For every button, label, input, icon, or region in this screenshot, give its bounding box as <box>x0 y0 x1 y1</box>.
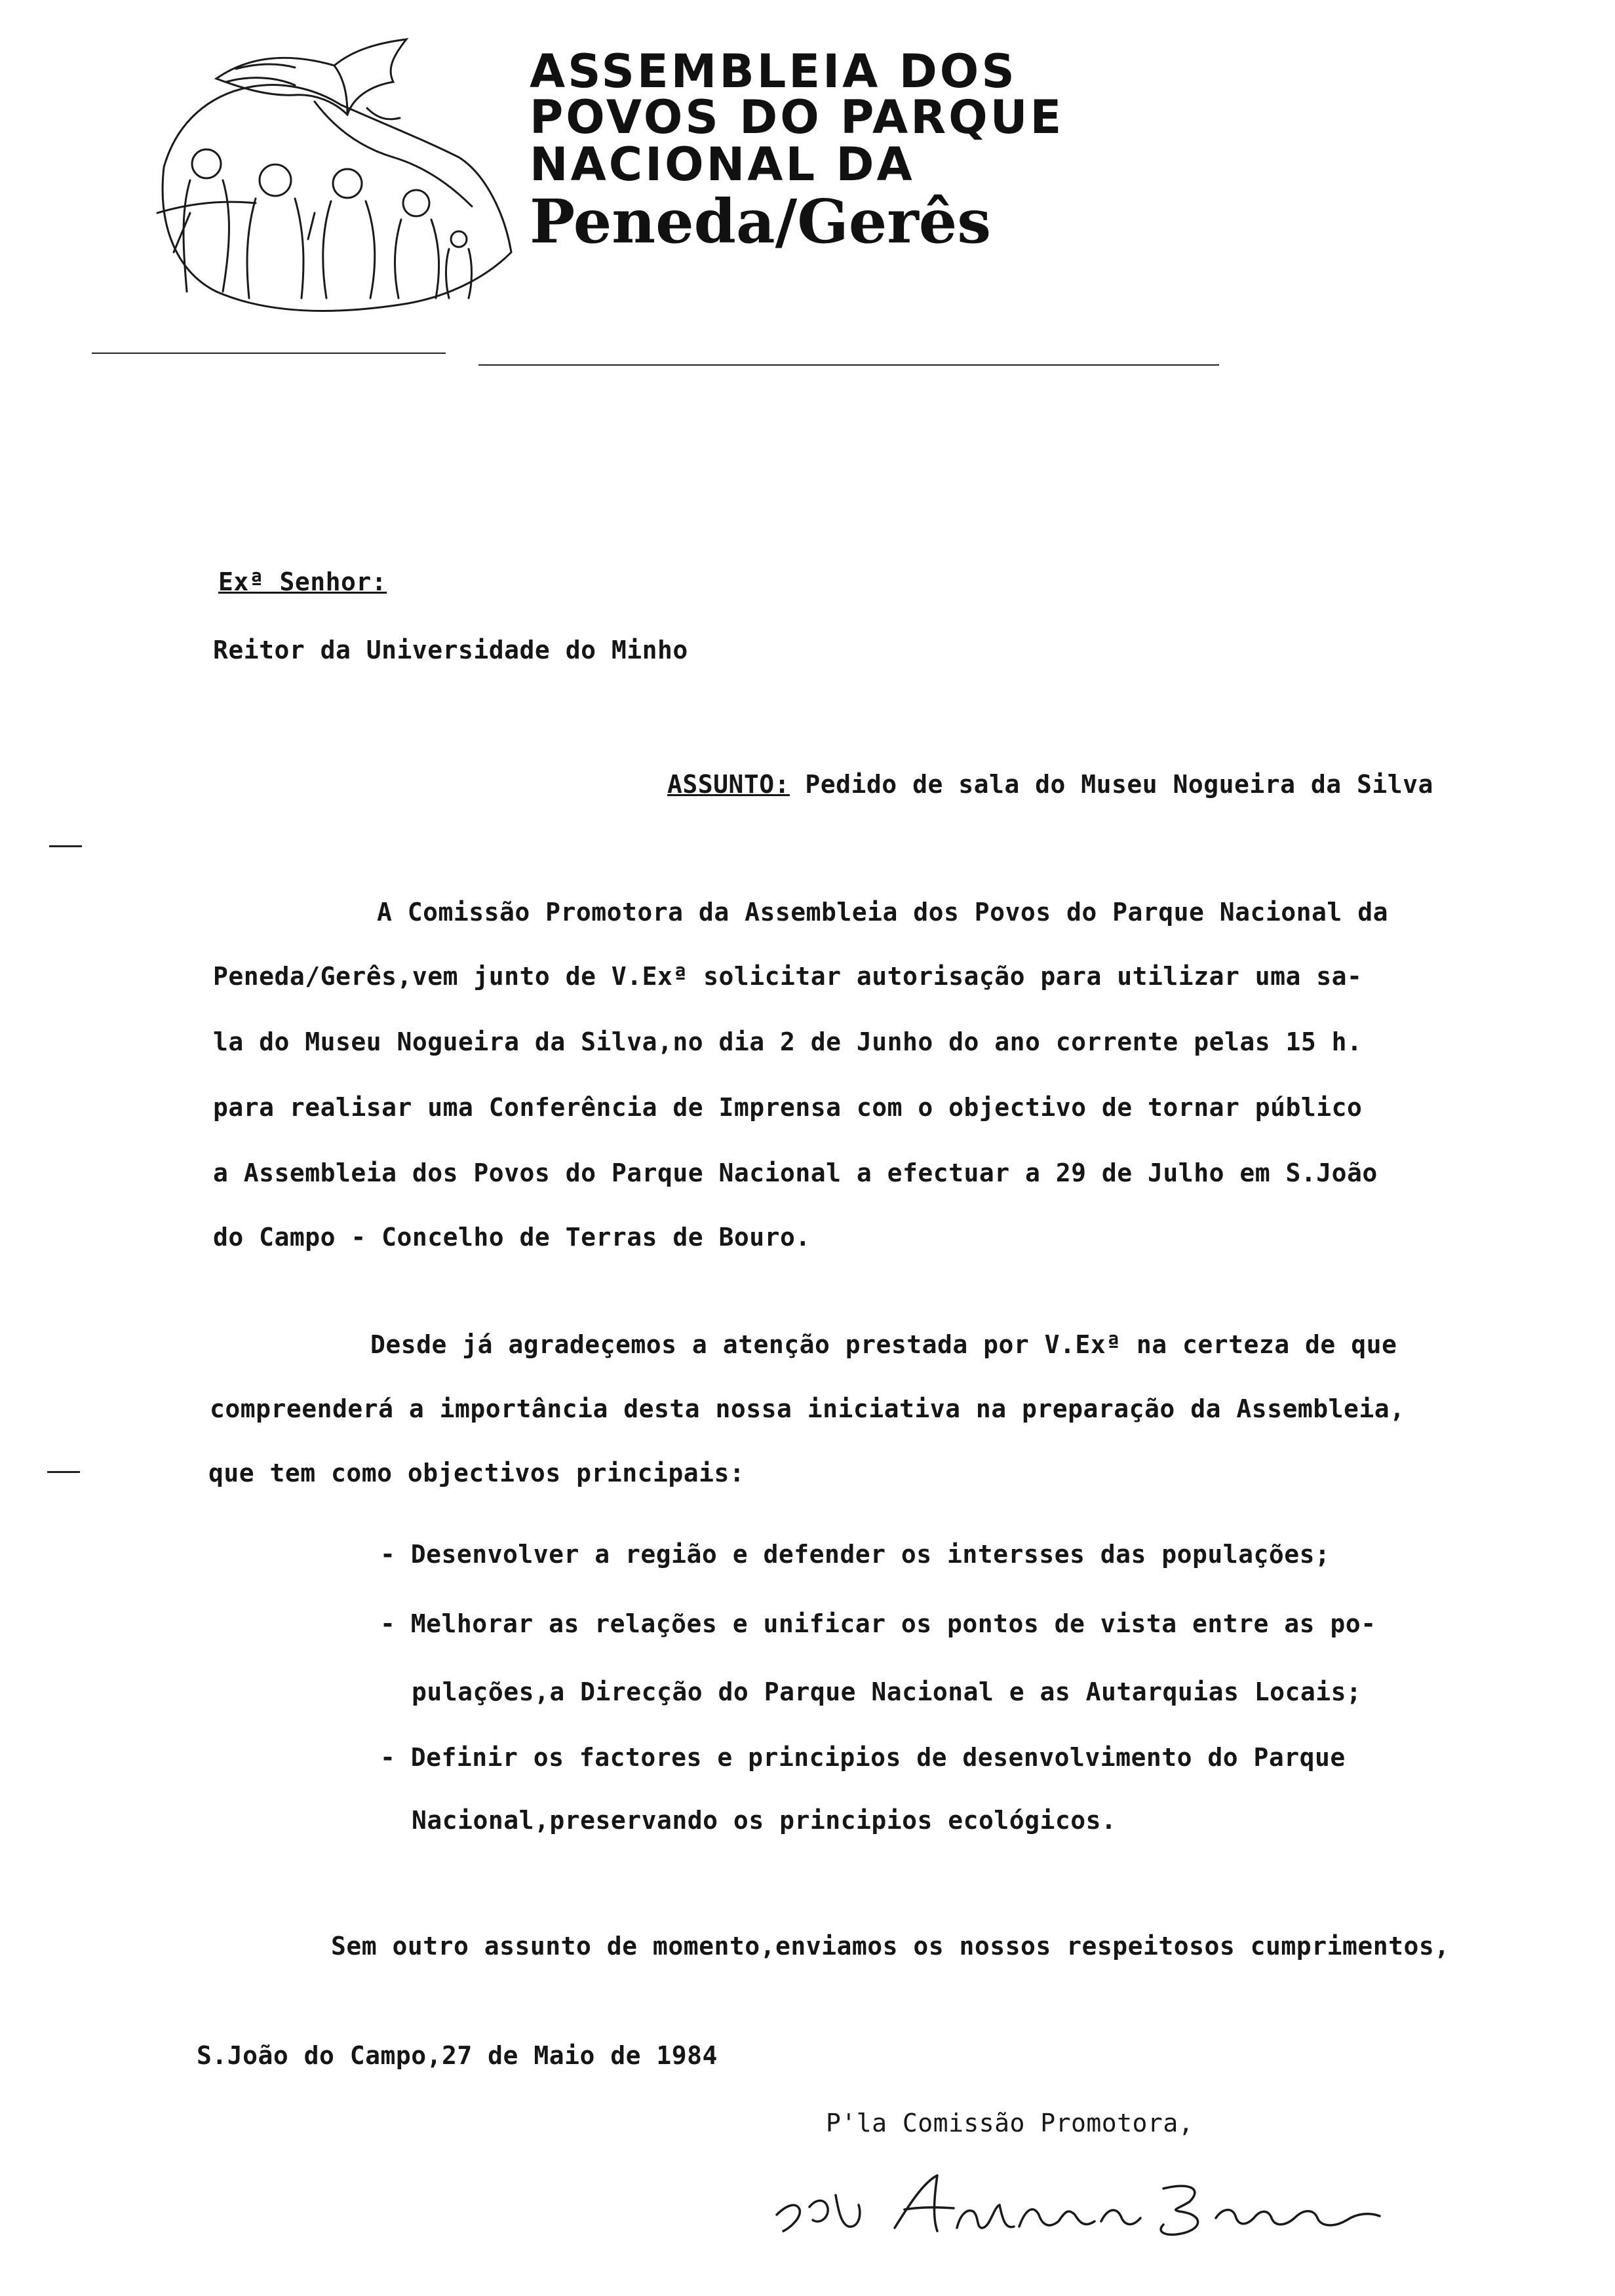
paragraph-2-line: compreenderá a importância desta nossa iniciativa na preparação da Assembleia, <box>210 1394 1405 1423</box>
closing-line: Sem outro assunto de momento,enviamos os nossos respeitosos cumprimentos, <box>331 1932 1450 1961</box>
dove-drawing <box>216 39 406 115</box>
recipient: Reitor da Universidade do Minho <box>213 636 688 664</box>
letterhead-line-4: Peneda/Gerês <box>530 186 992 257</box>
letterhead-line-2: POVOS DO PARQUE <box>530 90 1064 144</box>
paragraph-1-line: a Assembleia dos Povos do Parque Nacional a efectuar a 29 de Julho em S.João <box>213 1158 1378 1187</box>
place-date: S.João do Campo,27 de Maio de 1984 <box>197 2041 718 2070</box>
objective-item-continuation: Nacional,preservando os principios ecológicos. <box>412 1806 1117 1835</box>
handwritten-signature <box>770 2169 1386 2241</box>
letterhead-line-3: NACIONAL DA <box>530 138 915 191</box>
objective-item-continuation: pulações,a Direcção do Parque Nacional e as Autarquias Locais; <box>412 1677 1362 1706</box>
signature-label: P'la Comissão Promotora, <box>826 2109 1194 2137</box>
objective-item: - Desenvolver a região e defender os intersses das populações; <box>380 1540 1331 1569</box>
objective-item: - Melhorar as relações e unificar os pontos de vista entre as po- <box>380 1609 1376 1638</box>
margin-mark <box>47 1471 80 1473</box>
objective-item: - Definir os factores e principios de desenvolvimento do Parque <box>380 1743 1346 1772</box>
letterhead-line-1: ASSEMBLEIA DOS <box>530 45 1017 98</box>
paragraph-1-line: para realisar uma Conferência de Imprensa com o objectivo de tornar público <box>213 1093 1363 1122</box>
letterhead-rule-left <box>92 353 446 354</box>
salutation: Exª Senhor: <box>218 567 387 596</box>
subject-line <box>667 770 1433 799</box>
paragraph-2-line: Desde já agradeçemos a atenção prestada por V.Exª na certeza de que <box>370 1330 1397 1359</box>
subject-text: Pedido de sala do Museu Nogueira da Silva <box>805 770 1433 799</box>
margin-mark <box>49 845 82 847</box>
paragraph-1-line: do Campo - Concelho de Terras de Bouro. <box>213 1223 811 1252</box>
paragraph-1-line: Peneda/Gerês,vem junto de V.Exª solicitar autorisação para utilizar uma sa- <box>213 962 1363 991</box>
paragraph-1-line: A Comissão Promotora da Assembleia dos Povos do Parque Nacional da <box>377 898 1388 927</box>
globe-outline <box>163 85 511 311</box>
subject-label: ASSUNTO: <box>667 770 790 799</box>
letterhead-rule-right <box>478 364 1219 366</box>
assembly-logo-drawing <box>118 16 537 318</box>
paragraph-2-line: que tem como objectivos principais: <box>208 1459 745 1487</box>
paragraph-1-line: la do Museu Nogueira da Silva,no dia 2 de Junho do ano corrente pelas 15 h. <box>213 1027 1363 1056</box>
